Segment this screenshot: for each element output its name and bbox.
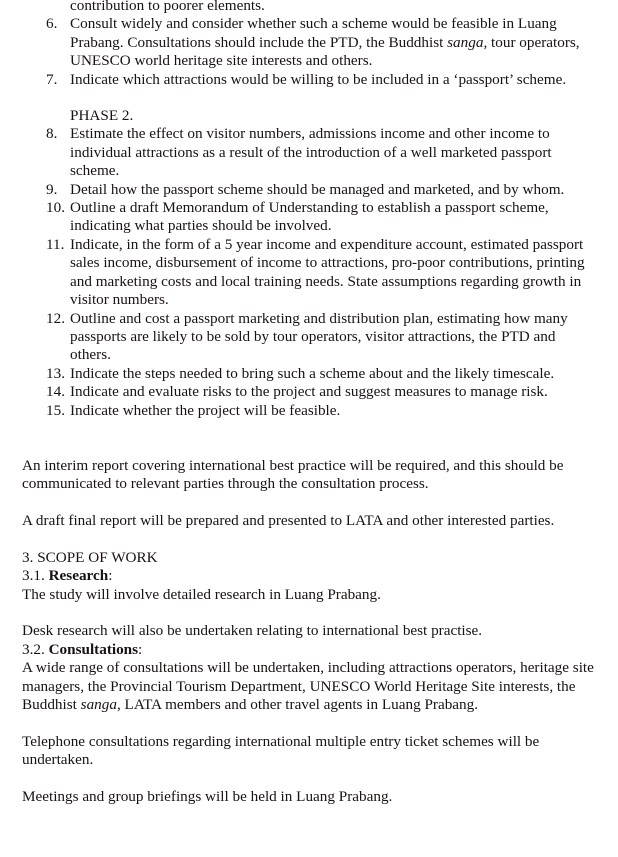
phase2-heading: PHASE 2. bbox=[70, 107, 134, 125]
list-text: Consult widely and consider whether such a scheme would be feasible in Luang Prabang. Consultations should include the PTD, the Buddhist bbox=[70, 15, 557, 51]
draft-report-paragraph: A draft final report will be prepared and presented to LATA and other interested parties. bbox=[22, 511, 555, 529]
list-text: Indicate and evaluate risks to the project and suggest measures to manage risk. bbox=[70, 383, 548, 401]
interim-report-paragraph: An interim report covering international best practice will be required, and this should be communicated to relevant parties through the consultation process. bbox=[22, 456, 564, 493]
italic-term: sanga bbox=[80, 695, 117, 713]
list-text: Indicate, in the form of a 5 year income and expenditure account, estimated passport sales income, disbursement of income to attractions, pro-poor contributions, printing and marketing costs and local training needs. State assumptions regarding growth in visitor numbers. bbox=[70, 235, 585, 309]
list-text: , tour operators, UNESCO world heritage site interests and others. bbox=[70, 33, 580, 70]
list-text: Indicate whether the project will be feasible. bbox=[70, 401, 341, 419]
list-text: Indicate which attractions would be willing to be included in a ‘passport’ scheme. bbox=[70, 70, 567, 88]
list-item-10 bbox=[0, 199, 618, 236]
list-number: 15. bbox=[46, 401, 65, 419]
list-number: 14. bbox=[46, 383, 65, 401]
list-text: Indicate the steps needed to bring such a scheme about and the likely timescale. bbox=[70, 364, 555, 382]
list-number: 8. bbox=[46, 125, 58, 143]
section-title: Research bbox=[48, 567, 109, 585]
list-text: Estimate the effect on visitor numbers, admissions income and other income to individual attractions as a result of the introduction of a well marketed passport scheme. bbox=[70, 125, 552, 180]
list-number: 9. bbox=[46, 180, 58, 198]
text: A wide range of consultations will be undertaken, including attractions operators, heritage site managers, the Provincial Tourism Department, UNESCO World Heritage Site interests, the Buddhist bbox=[22, 659, 594, 713]
list-text: Outline a draft Memorandum of Understanding to establish a passport scheme, indicating what parties should be involved. bbox=[70, 199, 549, 235]
consultations-text bbox=[0, 659, 618, 714]
list-item-12 bbox=[0, 310, 618, 365]
list-number: 10. bbox=[46, 199, 65, 217]
italic-term: sanga bbox=[447, 33, 484, 51]
list-item-11 bbox=[0, 236, 618, 310]
list-text: Outline and cost a passport marketing and distribution plan, estimating how many passports are likely to be sold by tour operators, visitor attractions, the PTD and others. bbox=[70, 309, 568, 364]
list-item-continuation: contribution to poorer elements. bbox=[70, 0, 265, 14]
scope-heading: 3. SCOPE OF WORK bbox=[22, 548, 158, 566]
desk-research-text: Desk research will also be undertaken relating to international best practise. bbox=[22, 622, 483, 640]
list-item-7 bbox=[0, 71, 618, 89]
meetings-text: Meetings and group briefings will be held in Luang Prabang. bbox=[22, 787, 393, 805]
phase1-list bbox=[0, 15, 618, 89]
phase2-list bbox=[0, 125, 618, 420]
list-number: 7. bbox=[46, 70, 58, 88]
list-text: Detail how the passport scheme should be managed and marketed, and by whom. bbox=[70, 180, 565, 198]
list-item-14 bbox=[0, 383, 618, 401]
section-number: 3.2. bbox=[22, 640, 49, 658]
consultations-heading bbox=[0, 641, 618, 659]
list-item-9 bbox=[0, 181, 618, 199]
telephone-consultations-text: Telephone consultations regarding international multiple entry ticket schemes will be undertaken. bbox=[22, 732, 540, 769]
list-number: 12. bbox=[46, 309, 65, 327]
research-heading bbox=[0, 567, 618, 585]
list-item-8 bbox=[0, 125, 618, 180]
text: , LATA members and other travel agents in Luang Prabang. bbox=[116, 695, 479, 713]
section-number: 3.1. bbox=[22, 567, 49, 585]
list-item-13 bbox=[0, 365, 618, 383]
list-number: 11. bbox=[46, 235, 65, 253]
list-item-6 bbox=[0, 15, 618, 70]
section-title: Consultations bbox=[48, 640, 139, 658]
section-colon: : bbox=[138, 640, 143, 658]
list-item-15 bbox=[0, 402, 618, 420]
research-text: The study will involve detailed research in Luang Prabang. bbox=[22, 585, 381, 603]
list-number: 6. bbox=[46, 15, 58, 33]
list-number: 13. bbox=[46, 364, 65, 382]
section-colon: : bbox=[108, 567, 113, 585]
